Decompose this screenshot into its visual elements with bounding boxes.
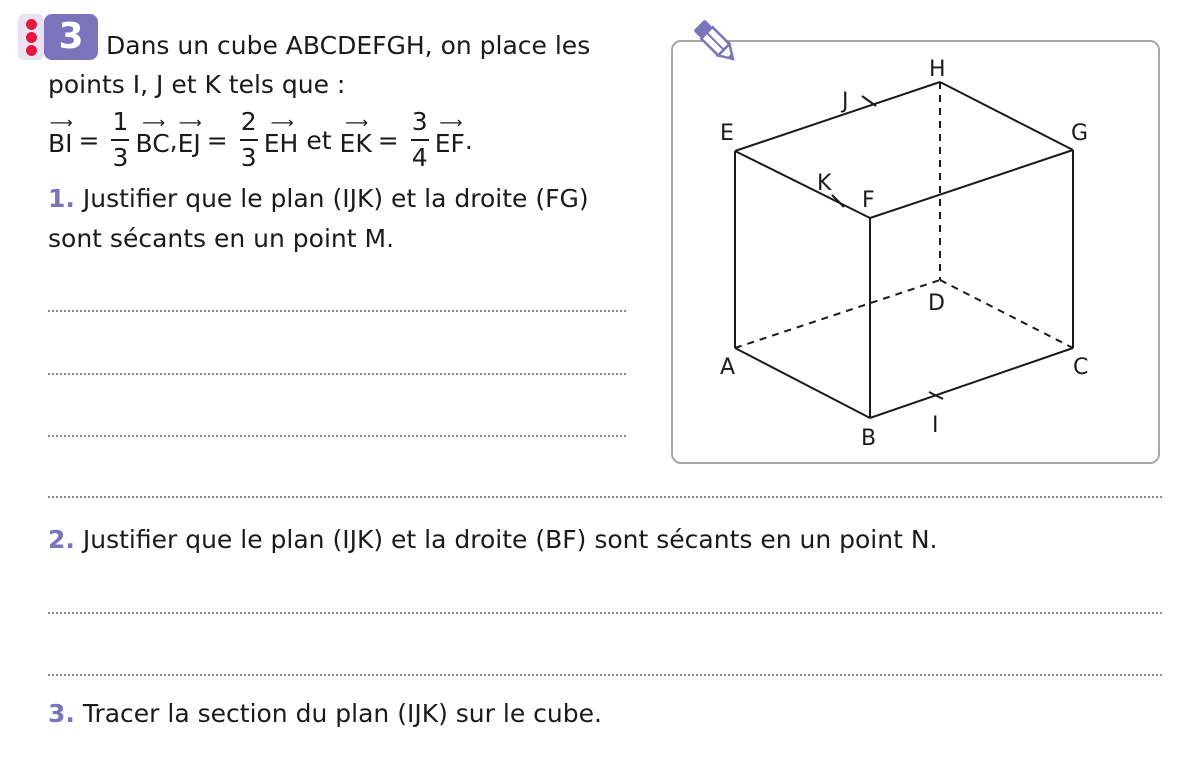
question-2-text: Justifier que le plan (IJK) et la droite (BF) sont sécants en un point N. xyxy=(82,525,938,554)
edge-ef xyxy=(735,151,870,218)
question-1-line-2: sont sécants en un point M. xyxy=(48,224,395,253)
vector-bc: ⟶ BC xyxy=(135,112,170,158)
label-f: F xyxy=(862,188,875,213)
question-2-number: 2. xyxy=(48,525,75,554)
vector-ek: ⟶ EK xyxy=(339,112,372,158)
edge-fg xyxy=(870,150,1073,218)
hidden-edge-ad xyxy=(735,280,940,348)
question-1-number: 1. xyxy=(48,184,75,213)
label-i: I xyxy=(932,413,939,438)
vector-bi: ⟶ BI xyxy=(48,112,73,158)
vector-formula: ⟶ BI = $\frac{1}{3}$ ⟶ BC , ⟶ EJ = $\frac{2}{3}$ ⟶ EH et ⟶ EK = $\frac{3}{4}$ ⟶ EF . xyxy=(48,107,473,172)
label-d: D xyxy=(928,291,945,316)
label-e: E xyxy=(720,121,734,146)
fraction-one-third: $\frac{1}{3}$ xyxy=(112,107,129,172)
edge-hg xyxy=(940,82,1073,150)
exercise-number: 3 xyxy=(44,14,98,60)
label-c: C xyxy=(1073,355,1089,380)
fraction-three-quarters: $\frac{3}{4}$ xyxy=(411,107,428,172)
label-a: A xyxy=(720,355,736,380)
intro-line-2: points I, J et K tels que : xyxy=(48,70,346,99)
vector-ej: ⟶ EJ xyxy=(177,112,201,158)
label-h: H xyxy=(929,57,946,82)
question-3-text: Tracer la section du plan (IJK) sur le cube. xyxy=(82,699,602,728)
label-j: J xyxy=(842,89,849,114)
label-g: G xyxy=(1071,121,1089,146)
hidden-edge-dc xyxy=(940,280,1073,348)
question-1-line-1: Justifier que le plan (IJK) et la droite (FG) xyxy=(82,184,589,213)
vector-ef: ⟶ EF xyxy=(434,112,465,158)
fraction-two-thirds: $\frac{2}{3}$ xyxy=(240,107,257,172)
edge-eh xyxy=(735,82,940,151)
intro-line-1: Dans un cube ABCDEFGH, on place les xyxy=(106,31,591,60)
label-k: K xyxy=(817,171,832,196)
question-3-number: 3. xyxy=(48,699,75,728)
vector-eh: ⟶ EH xyxy=(263,112,299,158)
label-b: B xyxy=(861,426,877,451)
pencil-icon xyxy=(690,16,742,68)
edge-bc xyxy=(870,348,1073,418)
edge-ab xyxy=(735,348,870,418)
tick-j xyxy=(862,96,876,106)
